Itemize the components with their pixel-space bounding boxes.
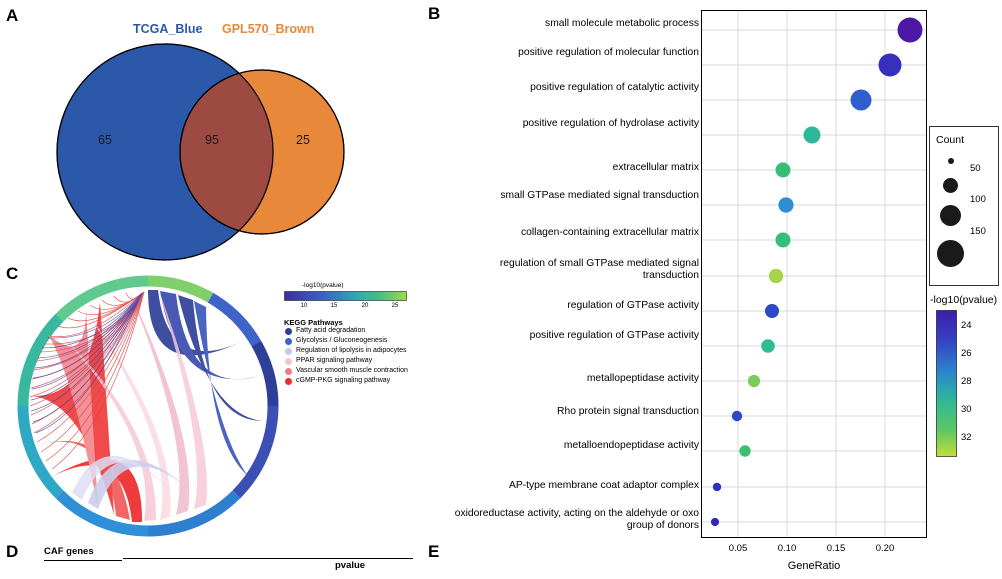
dotplot-xtick: 0.15	[826, 543, 846, 554]
size-legend-title: Count	[936, 134, 965, 146]
chord-gradient-tick: 20	[361, 303, 369, 309]
kegg-swatch-icon	[285, 378, 292, 385]
venn-left-only-count: 65	[98, 133, 112, 147]
dotplot-category-label: collagen-containing extracellular matrix	[521, 227, 699, 238]
kegg-swatch-icon	[285, 338, 292, 345]
color-legend-bar	[936, 310, 962, 458]
panel-a-venn	[0, 0, 420, 265]
venn-right-only-count: 25	[296, 133, 310, 147]
chord-gradient-tick: 10	[300, 303, 308, 309]
dotplot-xtick: 0.10	[777, 543, 797, 554]
kegg-swatch-icon	[285, 328, 292, 335]
venn-overlap-count: 95	[205, 133, 219, 147]
dotplot-category-label: positive regulation of hydrolase activity	[522, 118, 699, 129]
color-legend-tick: 28	[961, 376, 972, 387]
size-legend-label: 100	[970, 194, 986, 205]
dotplot-category-label: regulation of small GTPase mediated signal transduction	[499, 258, 699, 281]
size-legend-label: 150	[970, 226, 986, 237]
chord-gradient-tick: 15	[330, 303, 338, 309]
kegg-legend-item: Regulation of lipolysis in adipocytes	[296, 347, 407, 354]
dotplot-xtick: 0.05	[728, 543, 748, 554]
panel-d-col-genes: CAF genes	[44, 546, 94, 557]
panel-e-letter: E	[428, 542, 440, 561]
size-legend-bubble	[937, 240, 964, 267]
dotplot-category-label: small GTPase mediated signal transduction	[500, 190, 699, 201]
color-legend-tick: 30	[961, 404, 972, 415]
size-legend-label: 50	[970, 163, 981, 174]
chord-gradient-title: -log10(pvalue)	[302, 282, 344, 289]
panel-d-rule	[123, 558, 413, 559]
dotplot-category-label: positive regulation of GTPase activity	[529, 330, 699, 341]
panel-a-letter: A	[6, 6, 19, 25]
panel-d-table	[0, 540, 420, 579]
kegg-swatch-icon	[285, 368, 292, 375]
size-legend-bubble	[948, 158, 954, 164]
dotplot-category-label: positive regulation of molecular function	[518, 47, 699, 58]
kegg-legend-title: KEGG Pathways	[284, 318, 343, 327]
dotplot-category-label: regulation of GTPase activity	[567, 300, 699, 311]
panel-c-chord	[0, 262, 420, 542]
dotplot-x-axis-label: GeneRatio	[787, 560, 841, 572]
venn-left-set-label: TCGA_Blue	[133, 22, 203, 36]
panel-c-letter: C	[6, 264, 19, 283]
dotplot-category-label: AP-type membrane coat adaptor complex	[508, 480, 699, 491]
color-legend-title: -log10(pvalue)	[930, 294, 998, 306]
dotplot-category-label: positive regulation of catalytic activity	[530, 82, 699, 93]
kegg-legend-item: Fatty acid degradation	[296, 327, 366, 334]
panel-d-rule	[44, 560, 122, 561]
chord-diagram	[8, 270, 288, 542]
panel-d-letter: D	[6, 542, 19, 561]
dotplot-category-label: oxidoreductase activity, acting on the aldehyde or oxo group of donors	[454, 508, 699, 531]
dotplot-category-label: metallopeptidase activity	[586, 373, 699, 384]
panel-b-dotplot	[424, 0, 1002, 579]
dotplot-category-label: Rho protein signal transduction	[557, 406, 699, 417]
kegg-swatch-icon	[285, 358, 292, 365]
chord-gradient-tick: 25	[391, 303, 399, 309]
kegg-legend-item: Glycolysis / Gluconeogenesis	[296, 337, 388, 344]
panel-d-col-pvalue: pvalue	[335, 560, 366, 571]
size-legend-bubble	[940, 205, 961, 226]
panel-e	[424, 540, 544, 579]
kegg-swatch-icon	[285, 348, 292, 355]
dotplot-category-label: small molecule metabolic process	[545, 18, 699, 29]
kegg-legend-item: cGMP-PKG signaling pathway	[296, 377, 391, 384]
dotplot-xtick: 0.20	[875, 543, 895, 554]
dotplot-category-label: metalloendopeptidase activity	[563, 440, 699, 451]
color-legend-tick: 24	[961, 320, 972, 331]
color-legend-tick: 32	[961, 432, 972, 443]
dotplot-plot-area	[701, 10, 927, 538]
size-legend-bubble	[943, 178, 958, 193]
venn-right-set-label: GPL570_Brown	[222, 22, 315, 36]
kegg-legend-item: PPAR signaling pathway	[296, 357, 373, 364]
dotplot-category-label: extracellular matrix	[612, 162, 699, 173]
color-legend-tick: 26	[961, 348, 972, 359]
panel-b-letter: B	[428, 4, 441, 23]
kegg-legend-item: Vascular smooth muscle contraction	[296, 367, 408, 374]
